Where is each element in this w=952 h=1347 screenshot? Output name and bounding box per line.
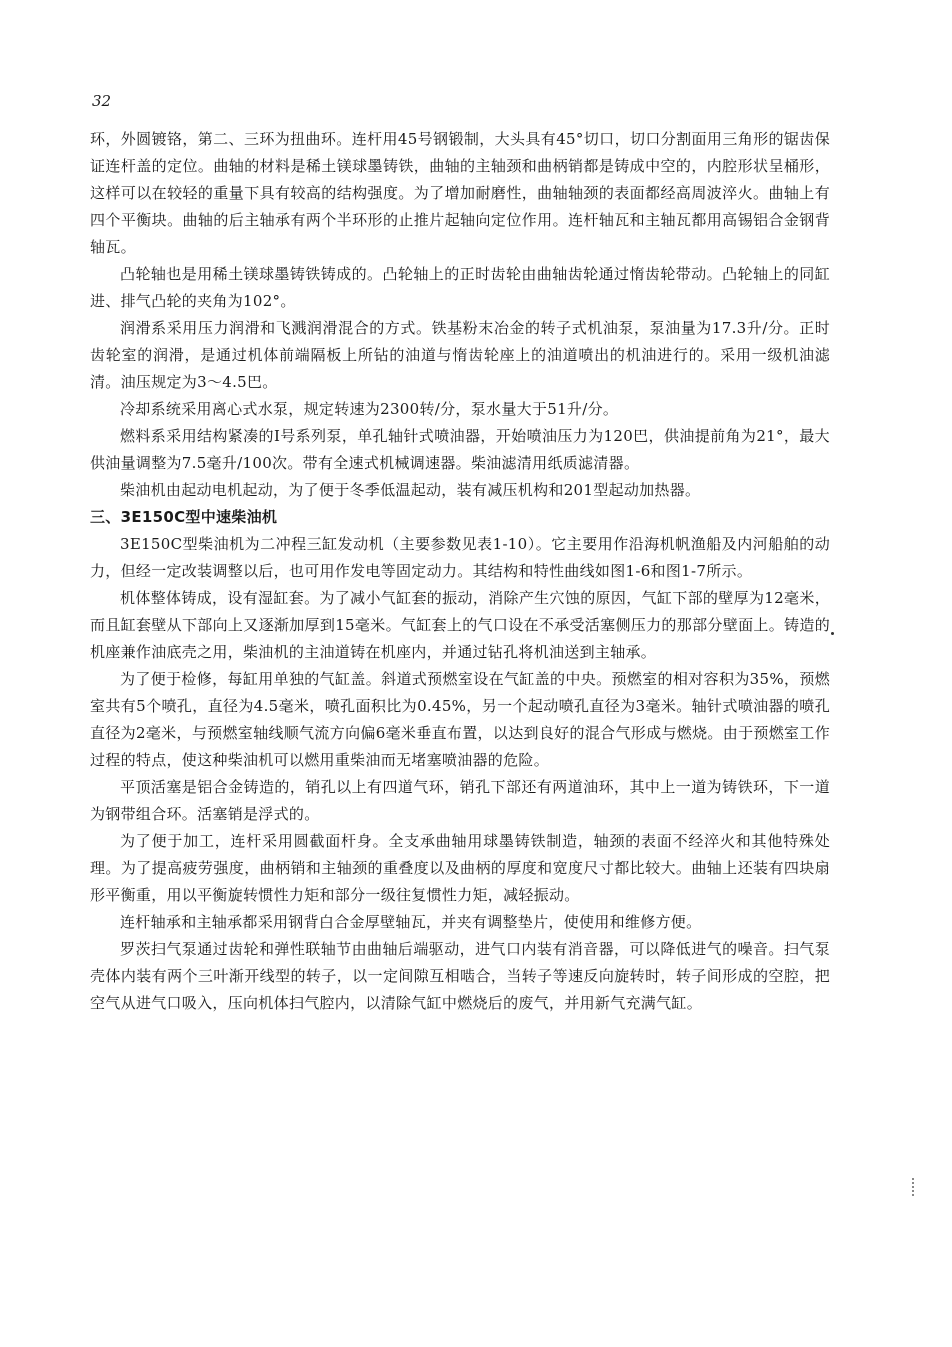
page-number: 32 — [92, 92, 112, 110]
paragraph: 3E150C型柴油机为二冲程三缸发动机（主要参数见表1-10）。它主要用作沿海机帆渔船及内河船舶的动力，但经一定改装调整以后，也可用作发电等固定动力。其结构和特性曲线如图1-6和图1-7所示。 — [90, 535, 830, 580]
paragraph: 罗茨扫气泵通过齿轮和弹性联轴节由曲轴后端驱动，进气口内装有消音器，可以降低进气的噪音。扫气泵壳体内装有两个三叶渐开线型的转子，以一定间隙互相啮合，当转子等速反向旋转时，转子间形成的空腔，把空气从进气口吸入，压向机体扫气腔内，以清除气缸中燃烧后的废气，并用新气充满气缸。 — [90, 940, 830, 1012]
scan-edge-mark — [912, 1178, 917, 1196]
body-text — [90, 126, 830, 1017]
paragraph: 机体整体铸成，设有湿缸套。为了减小气缸套的振动，消除产生穴蚀的原因，气缸下部的壁厚为12毫米，而且缸套壁从下部向上又逐渐加厚到15毫米。气缸套上的气口设在不承受活塞侧压力的那部分壁面上。铸造的机座兼作油底壳之用，柴油机的主油道铸在机座内，并通过钻孔将机油送到主轴承。 — [90, 589, 830, 661]
scan-mark — [831, 632, 834, 635]
paragraph: 连杆轴承和主轴承都采用钢背白合金厚壁轴瓦，并夹有调整垫片，使使用和维修方便。 — [120, 913, 702, 931]
paragraph: 燃料系采用结构紧凑的Ⅰ号系列泵，单孔轴针式喷油器，开始喷油压力为120巴，供油提前角为21°，最大供油量调整为7.5毫升/100次。带有全速式机械调速器。柴油滤清用纸质滤清器。 — [90, 427, 830, 472]
paragraph: 润滑系采用压力润滑和飞溅润滑混合的方式。铁基粉末冶金的转子式机油泵，泵油量为17.3升/分。正时齿轮室的润滑，是通过机体前端隔板上所钻的油道与惰齿轮座上的油道喷出的机油进行的。采用一级机油滤清。油压规定为3～4.5巴。 — [90, 319, 830, 391]
paragraph: 环，外圆镀铬，第二、三环为扭曲环。连杆用45号钢锻制，大头具有45°切口，切口分割面用三角形的锯齿保证连杆盖的定位。曲轴的材料是稀土镁球墨铸铁，曲轴的主轴颈和曲柄销都是铸成中空的，内腔形状呈桶形，这样可以在较轻的重量下具有较高的结构强度。为了增加耐磨性，曲轴轴颈的表面都经高周波淬火。曲轴上有四个平衡块。曲轴的后主轴承有两个半环形的止推片起轴向定位作用。连杆轴瓦和主轴瓦都用高锡铝合金钢背轴瓦。 — [90, 130, 830, 256]
paragraph: 凸轮轴也是用稀土镁球墨铸铁铸成的。凸轮轴上的正时齿轮由曲轴齿轮通过惰齿轮带动。凸轮轴上的同缸进、排气凸轮的夹角为102°。 — [90, 265, 830, 310]
paragraph: 柴油机由起动电机起动，为了便于冬季低温起动，装有减压机构和201型起动加热器。 — [120, 481, 701, 499]
paragraph: 冷却系统采用离心式水泵，规定转速为2300转/分，泵水量大于51升/分。 — [120, 400, 619, 418]
paragraph: 平顶活塞是铝合金铸造的，销孔以上有四道气环，销孔下部还有两道油环，其中上一道为铸铁环，下一道为钢带组合环。活塞销是浮式的。 — [90, 778, 830, 823]
section-heading: 三、3E150C型中速柴油机 — [90, 508, 278, 526]
paragraph: 为了便于加工，连杆采用圆截面杆身。全支承曲轴用球墨铸铁制造，轴颈的表面不经淬火和其他特殊处理。为了提高疲劳强度，曲柄销和主轴颈的重叠度以及曲柄的厚度和宽度尺寸都比较大。曲轴上还装有四块扇形平衡重，用以平衡旋转惯性力矩和部分一级往复惯性力矩，减轻振动。 — [90, 832, 830, 904]
paragraph: 为了便于检修，每缸用单独的气缸盖。斜道式预燃室设在气缸盖的中央。预燃室的相对容积为35%，预燃室共有5个喷孔，直径为4.5毫米，喷孔面积比为0.45%，另一个起动喷孔直径为3毫米。轴针式喷油器的喷孔直径为2毫米，与预燃室轴线顺气流方向偏6毫米垂直布置，以达到良好的混合气形成与燃烧。由于预燃室工作过程的特点，使这种柴油机可以燃用重柴油而无堵塞喷油器的危险。 — [90, 670, 830, 769]
